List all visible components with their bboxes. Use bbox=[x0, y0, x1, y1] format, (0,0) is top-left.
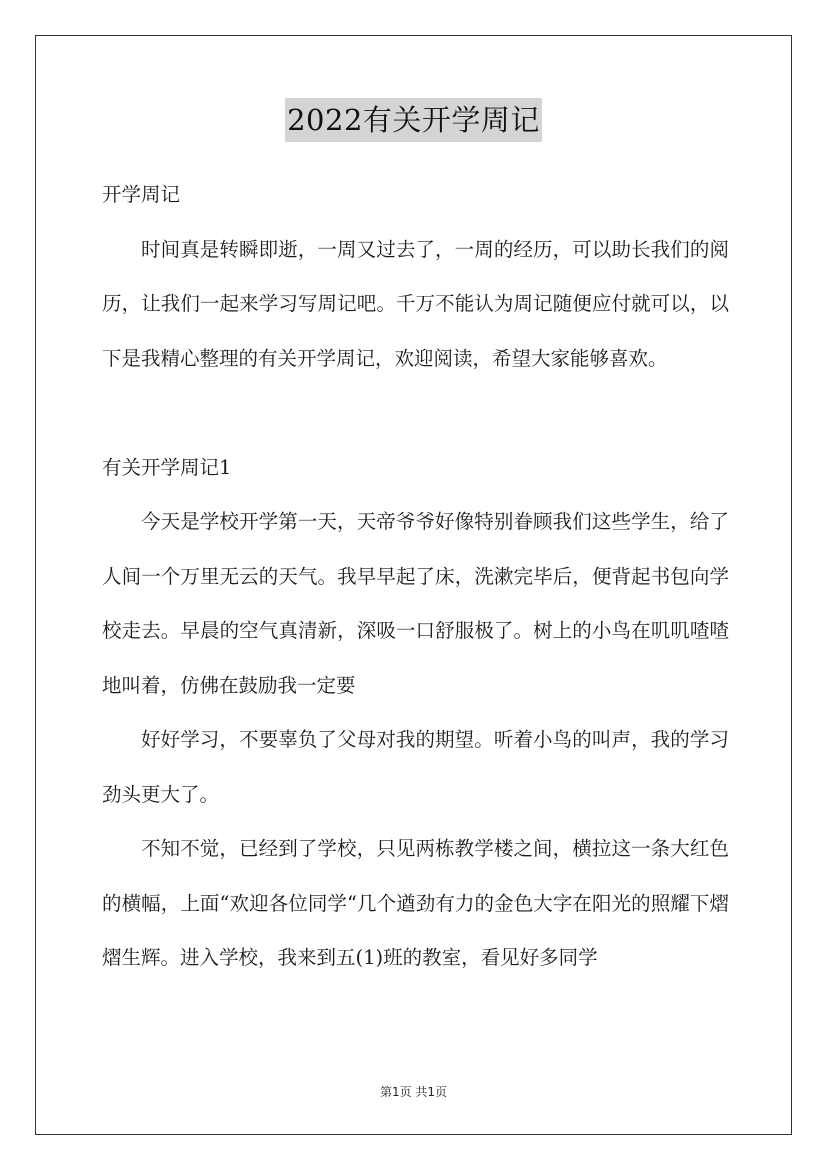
document-title: 2022有关开学周记 bbox=[285, 98, 542, 142]
section-heading: 开学周记 bbox=[102, 183, 181, 206]
paragraph: 时间真是转瞬即逝，一周又过去了，一周的经历，可以助长我们的阅历，让我们一起来学习写周记吧。千万不能认为周记随便应付就可以，以下是我精心整理的有关开学周记，欢迎阅读，希望大家能够喜欢。 bbox=[102, 237, 729, 370]
title-container bbox=[0, 98, 827, 142]
paragraph: 今天是学校开学第一天，天帝爷爷好像特别眷顾我们这些学生，给了人间一个万里无云的天气。我早早起了床，洗漱完毕后，便背起书包向学校走去。早晨的空气真清新，深吸一口舒服极了。树上的小鸟在叽叽喳喳地叫着，仿佛在鼓励我一定要 bbox=[102, 510, 729, 697]
document-body bbox=[102, 168, 729, 986]
blank-line bbox=[102, 386, 729, 441]
section-heading: 有关开学周记1 bbox=[102, 455, 232, 479]
paragraph: 不知不觉，已经到了学校，只见两栋教学楼之间，横拉这一条大红色的横幅，上面“欢迎各位同学“几个遒劲有力的金色大字在阳光的照耀下熠熠生辉。进入学校，我来到五(1)班的教室，看见好多同学 bbox=[102, 837, 729, 969]
paragraph: 好好学习，不要辜负了父母对我的期望。听着小鸟的叫声，我的学习劲头更大了。 bbox=[102, 728, 729, 806]
page-footer: 第1页 共1页 bbox=[379, 1085, 448, 1099]
